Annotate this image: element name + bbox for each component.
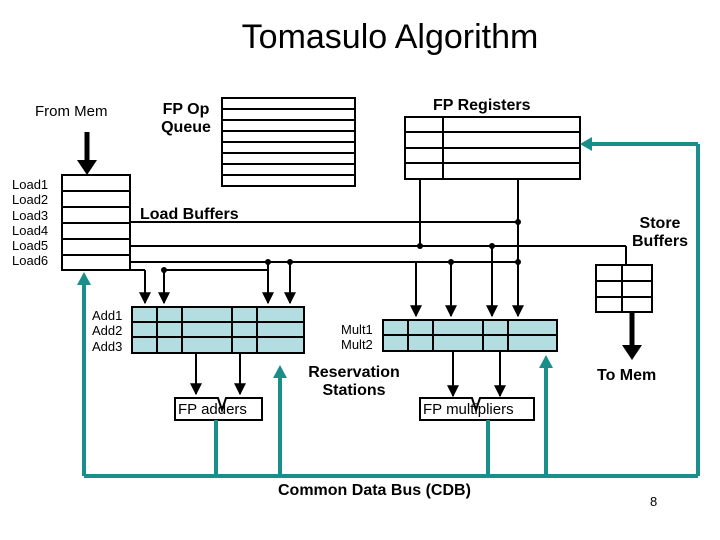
mult-reservation-stations [383,320,557,351]
load-entries [12,177,48,269]
reservation-stations-label-line2: Stations [322,382,386,399]
load-entry: Load4 [12,222,49,238]
store-buffers-label-line2: Buffers [631,233,688,250]
fp-op-queue-label-line2: Queue [161,119,211,136]
mult-entries [341,322,373,353]
fp-registers-label: FP Registers [433,97,531,114]
to-mem-arrow [622,312,642,360]
reservation-stations-label [298,364,410,400]
load-entry: Load6 [12,253,49,269]
load-buffers-label: Load Buffers [140,206,239,223]
load-entry: Load1 [12,177,49,192]
fp-multipliers-label: FP multipliers [423,401,514,418]
mult-entry: Mult2 [341,337,373,353]
from-mem-label: From Mem [35,103,108,120]
store-buffers [596,265,652,312]
add-entries [92,308,122,354]
store-buffers-label-line1: Store [639,215,681,232]
store-buffers-label [626,215,694,251]
operand-buses [130,179,626,270]
add-entry: Add1 [92,308,123,323]
station-feed-arrows [145,246,518,316]
fp-adders-label: FP adders [178,401,247,418]
load-buffers [62,175,130,270]
cdb-label: Common Data Bus (CDB) [278,482,471,499]
fp-op-queue-label-line1: FP Op [162,101,210,118]
fp-op-queue [222,98,355,186]
add-entry: Add2 [92,323,123,339]
fp-op-queue-label [150,101,222,137]
load-entry: Load5 [12,238,49,254]
page-title: Tomasulo Algorithm [241,18,539,56]
page-number: 8 [650,494,658,509]
add-reservation-stations [132,307,304,353]
load-entry: Load3 [12,207,49,223]
from-mem-arrow [77,132,97,175]
reservation-stations-label-line1: Reservation [308,364,400,381]
mult-entry: Mult1 [341,322,373,337]
to-mem-label: To Mem [597,367,657,384]
load-entry: Load2 [12,192,49,208]
add-entry: Add3 [92,338,123,354]
fp-registers [405,117,580,179]
